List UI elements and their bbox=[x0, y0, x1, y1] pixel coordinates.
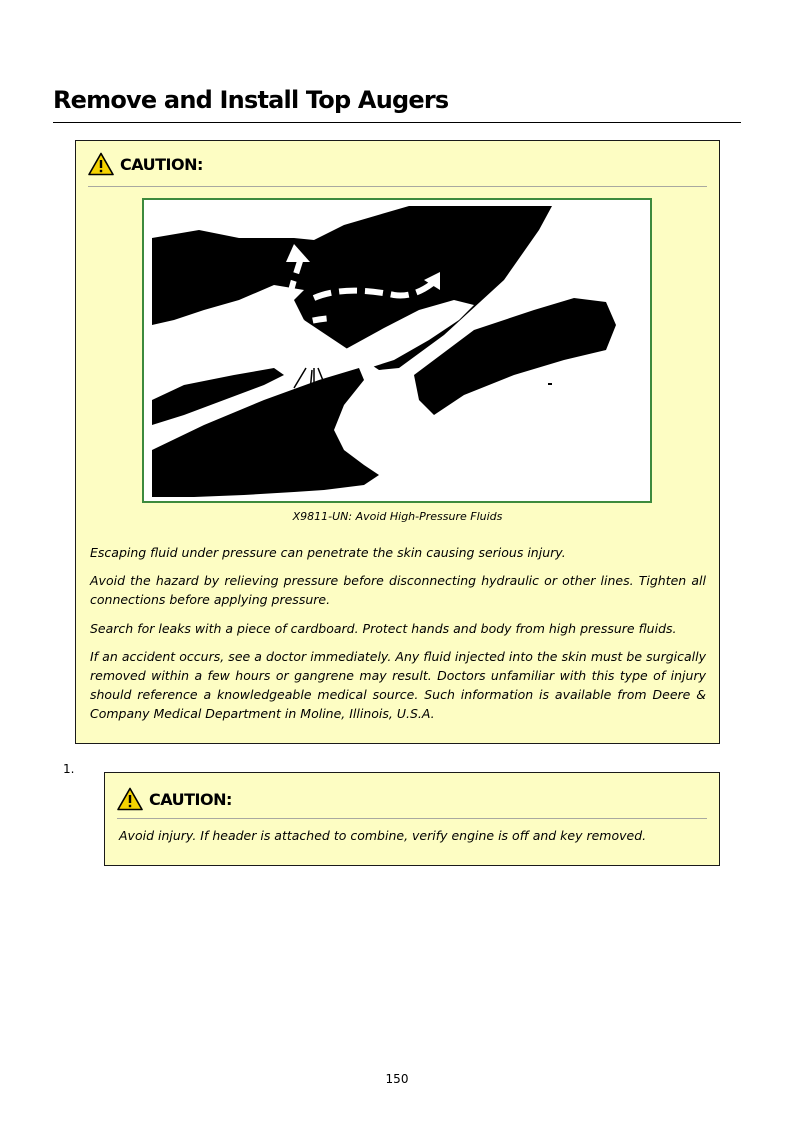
caution-paragraph-1: Escaping fluid under pressure can penetrate the skin causing serious injury. bbox=[90, 545, 566, 560]
page-number: 150 bbox=[385, 1072, 409, 1086]
caution-text: Avoid injury. If header is attached to combine, verify engine is off and key removed. bbox=[119, 828, 647, 843]
caution-label: CAUTION: bbox=[149, 789, 232, 809]
caution-paragraph-3: Search for leaks with a piece of cardboard. Protect hands and body from high pressure fluids. bbox=[90, 621, 677, 636]
page-title: Remove and Install Top Augers bbox=[53, 86, 449, 114]
warning-triangle-icon bbox=[88, 152, 114, 176]
warning-triangle-icon bbox=[117, 787, 143, 811]
caution-paragraph-2: Avoid the hazard by relieving pressure before disconnecting hydraulic or other lines. Tighten all connections before applying pressure. bbox=[90, 573, 706, 607]
caution-divider bbox=[88, 186, 707, 187]
figure-caption: X9811-UN: Avoid High-Pressure Fluids bbox=[292, 510, 503, 523]
caution-heading bbox=[88, 152, 203, 176]
caution-label: CAUTION: bbox=[120, 154, 203, 174]
caution-divider bbox=[117, 818, 707, 819]
hydraulic-leak-illustration bbox=[144, 200, 650, 501]
caution-paragraph-4: If an accident occurs, see a doctor immediately. Any fluid injected into the skin must be surgically removed within a few hours or gangrene may result. Doctors unfamiliar with this type of injury should reference a knowledgeable medical source. Such information is available from Deere & Company Medical Department in Moline, Illinois, U.S.A. bbox=[90, 649, 706, 721]
caution-box-engine-off bbox=[104, 772, 720, 866]
caution-heading bbox=[117, 787, 232, 811]
caution-box-high-pressure bbox=[75, 140, 720, 744]
title-rule bbox=[53, 122, 741, 123]
figure-frame bbox=[142, 198, 652, 503]
step-number: 1. bbox=[63, 762, 75, 776]
